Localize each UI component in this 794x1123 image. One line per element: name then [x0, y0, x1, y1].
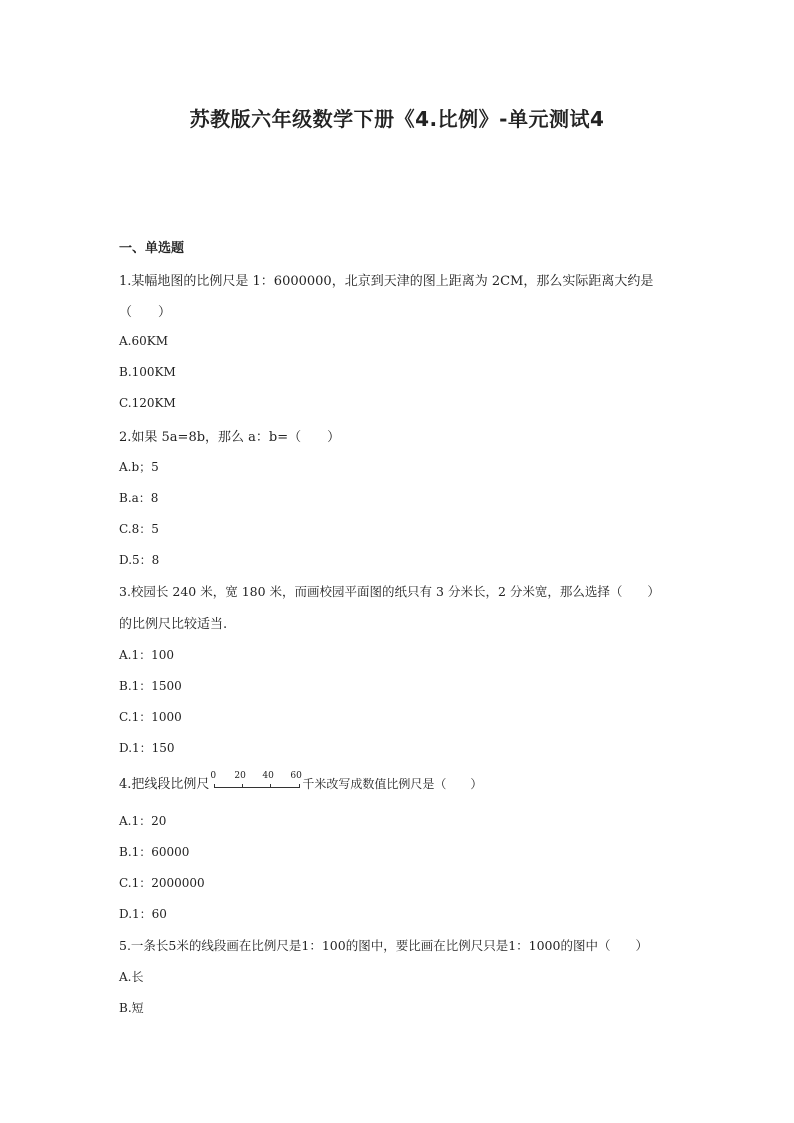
scale-bar-line — [214, 787, 300, 788]
question-3-option-b: B.1：1500 — [119, 679, 182, 693]
question-3-option-a: A.1：100 — [119, 648, 175, 662]
question-1-option-b: B.100KM — [119, 365, 176, 379]
question-1-option-a: A.60KM — [119, 334, 169, 348]
scale-label-60: 60 — [290, 771, 302, 781]
question-4-text — [119, 773, 482, 792]
question-4-suffix: 千米改写成数值比例尺是（ ） — [302, 777, 483, 791]
question-3-text-continued: 的比例尺比较适当. — [119, 617, 228, 632]
question-2-option-d: D.5：8 — [119, 553, 160, 567]
question-4-prefix: 4.把线段比例尺 — [119, 777, 210, 792]
question-5-option-a: A.长 — [119, 970, 144, 984]
question-4-option-b: B.1：60000 — [119, 845, 190, 859]
scale-label-40: 40 — [262, 771, 274, 781]
question-1-text: 1.某幅地图的比例尺是 1：6000000，北京到天津的图上距离为 2CM，那么实际距离大约是 — [119, 274, 654, 289]
scale-tick — [242, 784, 243, 788]
scale-tick — [214, 784, 215, 788]
question-2-option-c: C.8：5 — [119, 522, 159, 536]
scale-tick — [270, 784, 271, 788]
question-3-text: 3.校园长 240 米，宽 180 米，而画校园平面图的纸只有 3 分米长，2 分米宽，那么选择（ ） — [119, 584, 660, 599]
question-1-option-c: C.120KM — [119, 396, 176, 410]
line-scale-figure — [210, 771, 302, 791]
question-3-option-c: C.1：1000 — [119, 710, 182, 724]
scale-tick — [299, 784, 300, 788]
page-title: 苏教版六年级数学下册《4.比例》-单元测试4 — [189, 107, 605, 131]
question-3-option-d: D.1：150 — [119, 741, 175, 755]
question-5-option-b: B.短 — [119, 1001, 144, 1015]
question-2-text: 2.如果 5a=8b，那么 a：b=（ ） — [119, 430, 341, 445]
question-2-option-a: A.b；5 — [119, 460, 159, 474]
scale-label-0: 0 — [210, 771, 217, 781]
question-2-option-b: B.a：8 — [119, 491, 159, 505]
question-4-option-a: A.1：20 — [119, 814, 167, 828]
question-4-option-c: C.1：2000000 — [119, 876, 205, 890]
question-5-text: 5.一条长5米的线段画在比例尺是1：100的图中，要比画在比例尺只是1：1000的图中（ ） — [119, 938, 648, 953]
question-1-blank: （ ） — [119, 305, 172, 320]
scale-label-20: 20 — [234, 771, 246, 781]
question-4-option-d: D.1：60 — [119, 907, 167, 921]
section-heading: 一、单选题 — [119, 241, 185, 256]
